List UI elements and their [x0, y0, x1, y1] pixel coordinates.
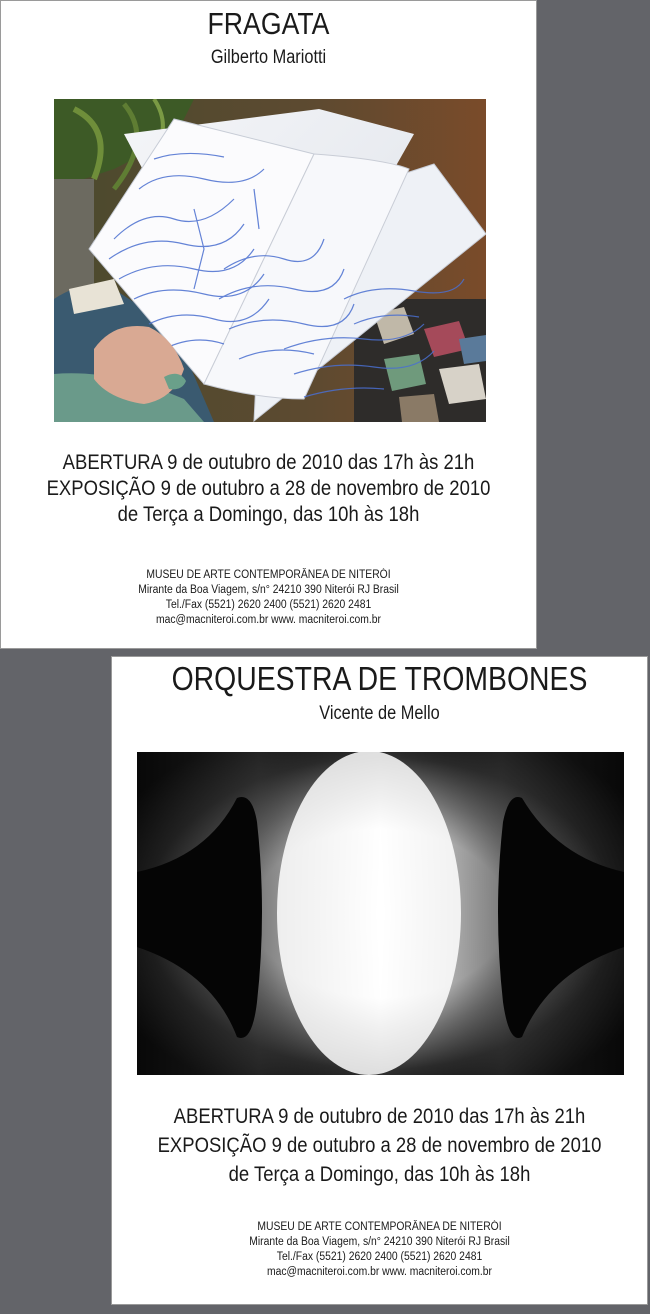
exhibition-dates-line: EXPOSIÇÃO 9 de outubro a 28 de novembro de 2010 [157, 1134, 602, 1157]
museum-phone: Tel./Fax (5521) 2620 2400 (5521) 2620 2481 [165, 599, 372, 611]
museum-name: MUSEU DE ARTE CONTEMPORÂNEA DE NITERÓI [146, 569, 391, 581]
exhibition-details [1, 450, 536, 528]
poster-fragata [0, 0, 537, 649]
museum-web: mac@macniteroi.com.br www. macniteroi.com.br [155, 614, 382, 626]
museum-info [112, 1220, 647, 1280]
poster-title: ORQUESTRA DE TROMBONES [171, 660, 588, 697]
museum-address: Mirante da Boa Viagem, s/n° 24210 390 Niterói RJ Brasil [249, 1236, 510, 1248]
opening-hours-line: de Terça a Domingo, das 10h às 18h [228, 1163, 531, 1186]
exhibition-details [112, 1102, 647, 1189]
museum-phone: Tel./Fax (5521) 2620 2400 (5521) 2620 2481 [276, 1251, 483, 1263]
opening-line: ABERTURA 9 de outubro de 2010 das 17h às 21h [62, 451, 475, 474]
poster-artist: Gilberto Mariotti [210, 47, 327, 68]
museum-name: MUSEU DE ARTE CONTEMPORÂNEA DE NITERÓI [257, 1221, 502, 1233]
poster-orquestra-de-trombones [111, 656, 648, 1305]
opening-hours-line: de Terça a Domingo, das 10h às 18h [117, 503, 420, 526]
poster-artist: Vicente de Mello [319, 703, 440, 724]
opening-line: ABERTURA 9 de outubro de 2010 das 17h às 21h [173, 1105, 586, 1128]
museum-address: Mirante da Boa Viagem, s/n° 24210 390 Niterói RJ Brasil [138, 584, 399, 596]
exhibition-dates-line: EXPOSIÇÃO 9 de outubro a 28 de novembro de 2010 [46, 477, 491, 500]
museum-info [1, 568, 536, 628]
poster-title: FRAGATA [207, 6, 330, 41]
trombone-bells-photo-icon [137, 752, 624, 1075]
sketchbook-photo-icon [54, 99, 486, 422]
museum-web: mac@macniteroi.com.br www. macniteroi.com.br [266, 1266, 493, 1278]
